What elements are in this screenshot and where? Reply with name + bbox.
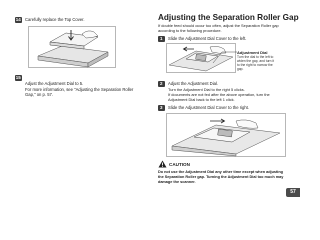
step-2-sub-3: Adjustment Dial back to the left 1 click.: [168, 97, 235, 102]
caution-label: CAUTION: [169, 162, 190, 167]
step-3-number: 3: [159, 105, 163, 110]
step-2-number: 2: [159, 81, 163, 86]
step-14-text: Carefully replace the Top Cover.: [25, 17, 85, 22]
intro-line-1: If double feed should occur too often, adjust the Separation Roller gap: [158, 23, 279, 28]
caution-line-1: Do not use the Adjustment Dial any other time except when adjusting: [158, 170, 283, 174]
step-15-text: Adjust the Adjustment Dial to 5.: [25, 81, 84, 86]
step-2-sub-2: If documents are not fed after the above operation, turn the: [168, 92, 270, 97]
step-2-text: Adjust the Adjustment Dial.: [168, 81, 219, 86]
step-1-number: 1: [159, 36, 163, 41]
section-heading: Adjusting the Separation Roller Gap: [158, 13, 299, 22]
intro-line-2: according to the following procedure.: [158, 28, 222, 33]
callout-title: Adjustment Dial: [237, 50, 268, 55]
callout-line: to the right to narrow the: [237, 63, 273, 68]
caution-icon: [158, 160, 167, 168]
step-15-note-line-1: For more information, see "Adjusting the Separation Roller: [25, 87, 134, 92]
step-15-note-line-2: Gap," on p. 57.: [25, 92, 54, 97]
callout-leader-line: [212, 50, 238, 64]
caution-line-2: the Separation Roller gap. Turning the Adjustment Dial too much may: [158, 175, 284, 179]
step-14-number: 14: [15, 17, 21, 22]
callout-text: [237, 55, 285, 71]
dial-cover-close-illustration: [166, 113, 286, 157]
step-15-number: 15: [15, 75, 21, 80]
callout-line: gap.: [237, 67, 244, 72]
top-cover-illustration: [28, 26, 116, 68]
callout-line: widen the gap, and turn it: [237, 59, 275, 64]
step-1-text: Slide the Adjustment Dial Cover to the left.: [168, 36, 247, 41]
callout-line: Turn the dial to the left to: [237, 55, 274, 59]
page-number: 57: [286, 188, 300, 197]
step-2-sub-1: Turn the Adjustment Dial to the right 5 clicks.: [168, 87, 245, 92]
step-3-text: Slide the Adjustment Dial Cover to the right.: [168, 105, 249, 110]
caution-line-3: damage the scanner.: [158, 180, 196, 184]
